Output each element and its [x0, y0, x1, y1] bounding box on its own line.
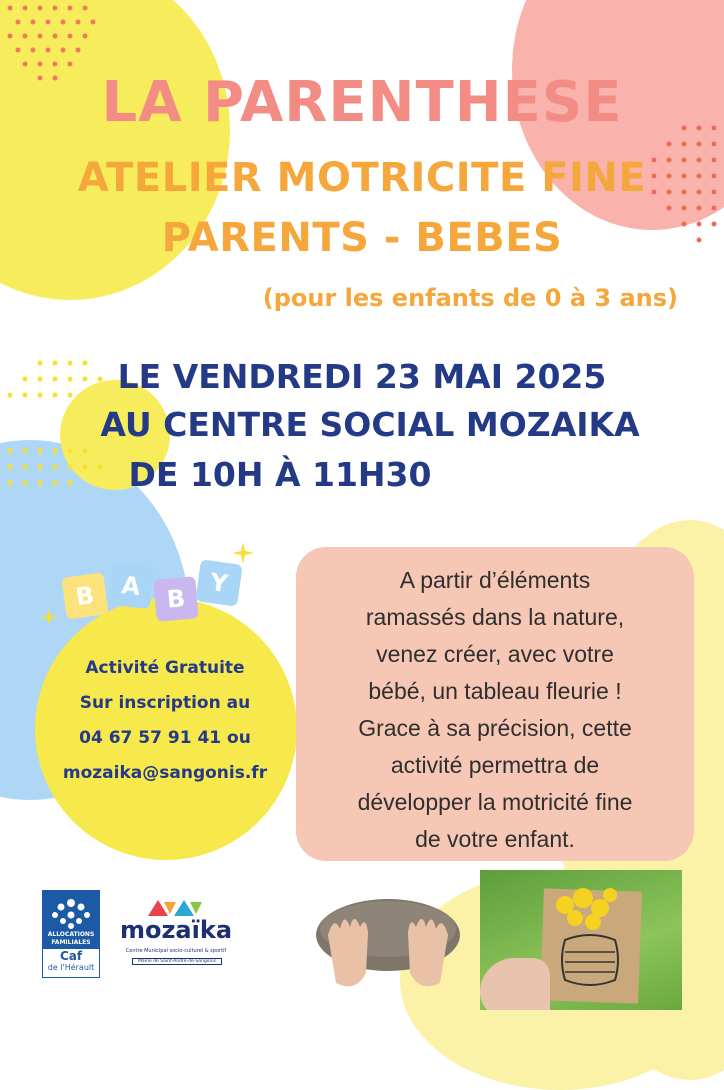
- caf-region: de l'Hérault: [47, 963, 95, 972]
- mozaika-tagline: Centre Municipal socio-culturel & sportif: [125, 948, 227, 954]
- baby-block-y: Y: [195, 559, 242, 606]
- caf-white-band: [43, 949, 99, 977]
- title-la-parenthese: LA PARENTHESE: [101, 70, 623, 135]
- caf-logo: [42, 890, 100, 978]
- hands-on-stone-illustration: [308, 895, 468, 1010]
- caf-line1: ALLOCATIONS: [47, 931, 95, 938]
- mozaika-mairie: Mairie de Saint-André-de-Sangonis: [132, 958, 222, 965]
- description-line: Grace à sa précision, cette: [358, 715, 632, 741]
- description-line: venez créer, avec votre: [376, 641, 614, 667]
- description-line: ramassés dans la nature,: [365, 604, 625, 630]
- title-atelier: ATELIER MOTRICITE FINE: [77, 155, 647, 201]
- caf-family-icon: [43, 893, 99, 933]
- sparkle-icon: [232, 542, 254, 564]
- event-place: AU CENTRE SOCIAL MOZAIKA: [100, 405, 640, 444]
- description-text: [310, 562, 680, 858]
- subtitle-age-range: (pour les enfants de 0 à 3 ans): [262, 284, 678, 312]
- baby-block-a: A: [108, 563, 154, 609]
- hand-photo: [480, 958, 550, 1010]
- info-free-activity: Activité Gratuite: [85, 658, 245, 678]
- vase-and-flowers-icon: [535, 880, 645, 1000]
- baby-block-b2: B: [153, 576, 199, 622]
- description-line: activité permettra de: [390, 752, 600, 778]
- baby-block-b: B: [61, 572, 108, 619]
- caf-name: Caf: [59, 949, 83, 963]
- description-line: développer la motricité fine: [357, 789, 633, 815]
- description-line: bébé, un tableau fleurie !: [368, 678, 622, 704]
- title-parents-bebes: PARENTS - BEBES: [161, 215, 563, 261]
- info-phone: 04 67 57 91 41 ou: [79, 728, 251, 748]
- info-email: mozaika@sangonis.fr: [62, 763, 268, 783]
- mozaika-name: mozaïka: [119, 916, 233, 944]
- event-time: DE 10H À 11H30: [128, 455, 432, 494]
- mozaika-triangles-icon: [148, 898, 208, 918]
- mozaika-logo: [114, 898, 238, 973]
- flower-craft-photo: [480, 870, 682, 1010]
- event-date: LE VENDREDI 23 MAI 2025: [117, 357, 607, 396]
- caf-line2: FAMILIALES: [51, 939, 91, 946]
- description-line: de votre enfant.: [415, 826, 575, 852]
- info-registration: Sur inscription au: [79, 693, 251, 713]
- description-line: A partir d’éléments: [399, 567, 591, 593]
- sparkle-icon-small: [40, 608, 58, 626]
